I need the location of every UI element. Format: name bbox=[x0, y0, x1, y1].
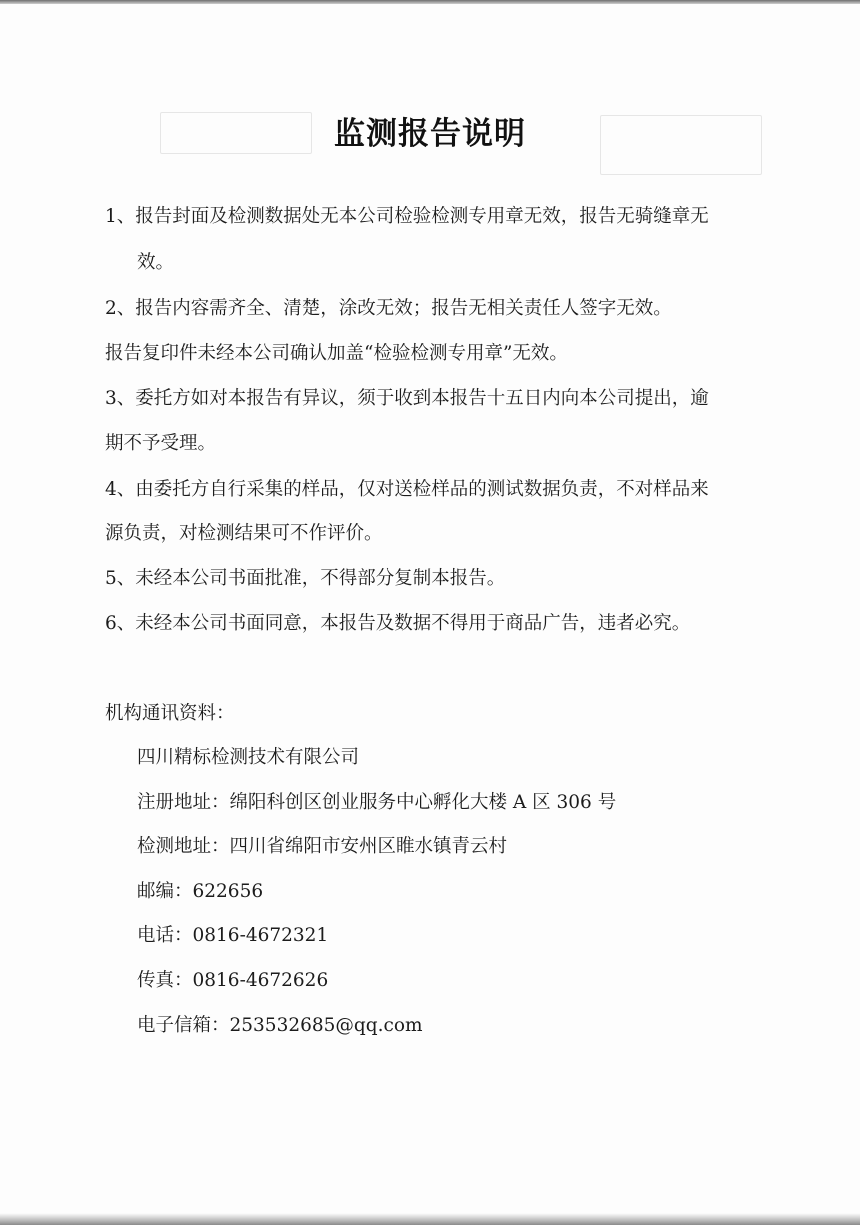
item-1-line-1: 1、报告封面及检测数据处无本公司检验检测专用章无效，报告无骑缝章无 bbox=[105, 206, 709, 227]
page-title: 监测报告说明 bbox=[334, 116, 526, 152]
contact-testing-address: 检测地址：四川省绵阳市安州区睢水镇青云村 bbox=[137, 836, 508, 857]
scan-edge-top bbox=[0, 0, 860, 4]
item-2-line-1: 2、报告内容需齐全、清楚，涂改无效；报告无相关责任人签字无效。 bbox=[105, 298, 672, 319]
contact-registered-address: 注册地址：绵阳科创区创业服务中心孵化大楼 A 区 306 号 bbox=[137, 792, 617, 813]
item-1-line-2: 效。 bbox=[137, 252, 175, 273]
scan-edge-bottom bbox=[0, 1213, 860, 1225]
contact-company: 四川精标检测技术有限公司 bbox=[137, 747, 360, 768]
item-5-line-1: 5、未经本公司书面批准，不得部分复制本报告。 bbox=[105, 568, 506, 589]
item-3-line-2: 期不予受理。 bbox=[105, 433, 217, 454]
item-4-line-2: 源负责，对检测结果可不作评价。 bbox=[105, 523, 383, 544]
contact-fax: 传真：0816-4672626 bbox=[137, 970, 329, 991]
contact-postcode: 邮编：622656 bbox=[137, 881, 264, 902]
item-3-line-1: 3、委托方如对本报告有异议，须于收到本报告十五日内向本公司提出，逾 bbox=[105, 388, 709, 409]
contact-heading: 机构通讯资料： bbox=[105, 703, 235, 724]
item-6-line-1: 6、未经本公司书面同意，本报告及数据不得用于商品广告，违者必究。 bbox=[105, 613, 691, 634]
contact-phone: 电话：0816-4672321 bbox=[137, 925, 329, 946]
item-4-line-1: 4、由委托方自行采集的样品，仅对送检样品的测试数据负责，不对样品来 bbox=[105, 479, 709, 500]
contact-email: 电子信箱：253532685@qq.com bbox=[137, 1015, 423, 1036]
item-2-line-2: 报告复印件未经本公司确认加盖“检验检测专用章”无效。 bbox=[105, 343, 568, 364]
